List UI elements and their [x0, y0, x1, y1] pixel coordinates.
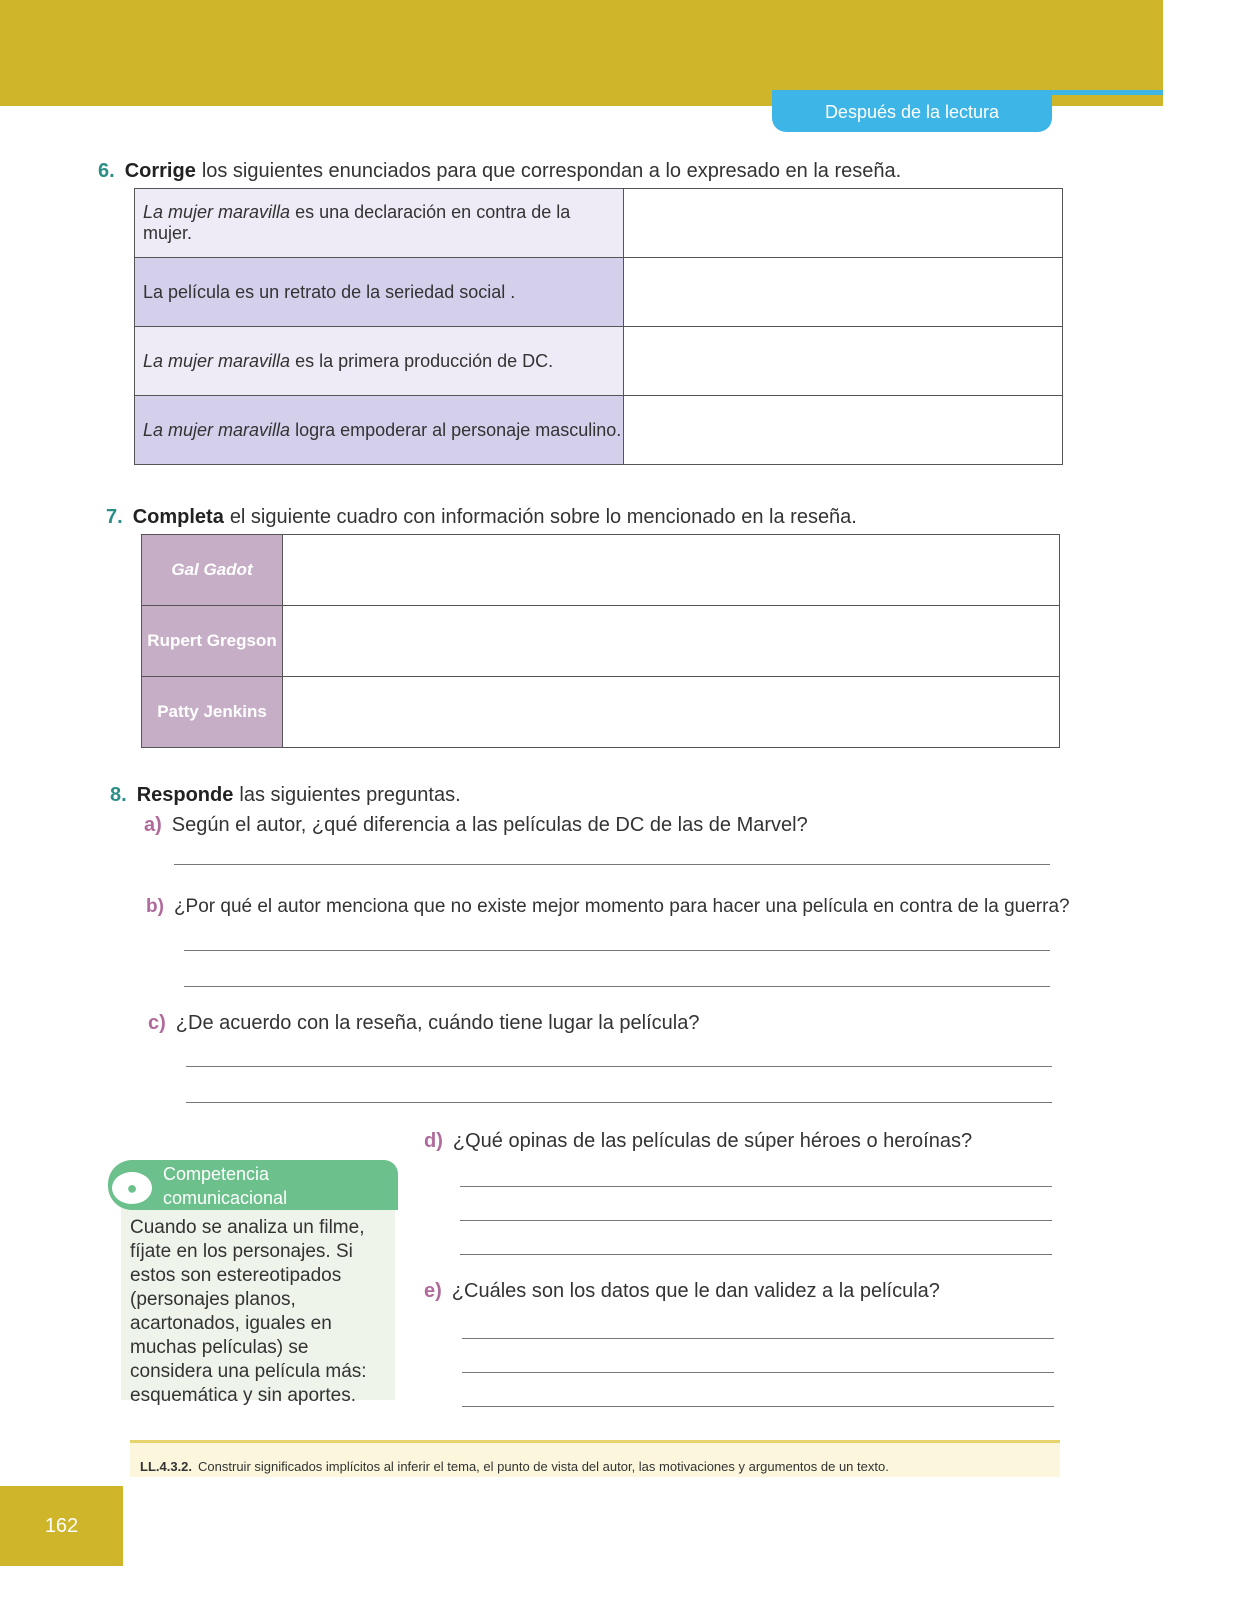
statement-text: logra empoderar al personaje masculino. — [290, 419, 622, 440]
skill-code: LL.4.3.2. — [140, 1459, 193, 1474]
statement-text: es la primera producción de DC. — [290, 350, 554, 371]
person-name-cell: Patty Jenkins — [142, 677, 283, 748]
competencia-body: Cuando se analiza un filme, fíjate en los personajes. Si estos son estereotipados (personajes planos, acartonados, iguales en muchas películas) se considera una película más: esquemática y sin aportes. — [130, 1217, 367, 1406]
answer-line[interactable] — [174, 864, 1050, 865]
person-name-cell: Gal Gadot — [142, 535, 283, 606]
people-table — [141, 534, 1060, 748]
answer-line[interactable] — [462, 1406, 1054, 1407]
statement-cell — [135, 258, 624, 327]
question-text: el siguiente cuadro con información sobre lo mencionado en la reseña. — [229, 506, 857, 528]
statement-text: es una declaración en contra de la mujer. — [143, 202, 571, 243]
subquestion-letter: c) — [148, 1012, 166, 1034]
question-6-heading — [98, 160, 901, 183]
person-name-cell: Rupert Gregson — [142, 606, 283, 677]
competencia-title-line2: comunicacional — [163, 1188, 288, 1208]
answer-cell[interactable] — [624, 327, 1063, 396]
table-row — [135, 327, 1063, 396]
footer-skill — [140, 1459, 889, 1474]
answer-cell[interactable] — [624, 258, 1063, 327]
question-number: 8. — [110, 784, 127, 806]
question-7-heading — [106, 506, 857, 529]
question-text: los siguientes enunciados para que correspondan a lo expresado en la reseña. — [201, 160, 902, 182]
subquestion-c — [148, 1012, 699, 1035]
answer-line[interactable] — [184, 950, 1050, 951]
table-row — [142, 606, 1060, 677]
answer-cell[interactable] — [624, 396, 1063, 465]
question-verb: Responde — [136, 784, 234, 806]
statement-cell — [135, 327, 624, 396]
statement-italic: La mujer maravilla — [143, 202, 291, 222]
competencia-title-line1: Competencia — [163, 1164, 270, 1184]
subquestion-text: ¿De acuerdo con la reseña, cuándo tiene lugar la película? — [175, 1012, 700, 1034]
statement-cell — [135, 189, 624, 258]
answer-cell[interactable] — [283, 677, 1060, 748]
question-verb: Completa — [132, 506, 224, 528]
question-text: las siguientes preguntas. — [239, 784, 461, 806]
answer-line[interactable] — [184, 986, 1050, 987]
question-verb: Corrige — [124, 160, 196, 182]
answer-line[interactable] — [186, 1066, 1052, 1067]
statement-cell — [135, 396, 624, 465]
subquestion-letter: d) — [424, 1130, 443, 1152]
section-tab: Después de la lectura — [772, 92, 1052, 132]
table-row — [142, 677, 1060, 748]
table-row — [135, 189, 1063, 258]
subquestion-letter: a) — [144, 814, 162, 836]
table-row — [135, 396, 1063, 465]
statement-text: La película es un retrato de la seriedad social . — [143, 281, 516, 302]
answer-line[interactable] — [460, 1220, 1052, 1221]
subquestion-letter: b) — [146, 896, 164, 917]
subquestion-text: ¿Cuáles son los datos que le dan validez a la película? — [451, 1280, 940, 1302]
subquestion-text: ¿Qué opinas de las películas de súper héroes o heroínas? — [452, 1130, 973, 1152]
answer-cell[interactable] — [624, 189, 1063, 258]
question-number: 6. — [98, 160, 115, 182]
question-8-heading — [110, 784, 461, 807]
answer-cell[interactable] — [283, 535, 1060, 606]
competencia-title — [163, 1162, 287, 1210]
statement-italic: La mujer maravilla — [143, 419, 291, 440]
table-row — [135, 258, 1063, 327]
skill-text: Construir significados implícitos al inferir el tema, el punto de vista del autor, las motivaciones y argumentos de un texto. — [198, 1459, 889, 1474]
subquestion-e — [424, 1280, 940, 1303]
subquestion-d — [424, 1130, 972, 1153]
statement-italic: La mujer maravilla — [143, 350, 291, 371]
subquestion-letter: e) — [424, 1280, 442, 1302]
answer-cell[interactable] — [283, 606, 1060, 677]
question-number: 7. — [106, 506, 123, 528]
table-row — [142, 535, 1060, 606]
subquestion-b — [146, 896, 1070, 918]
page-number: 162 — [0, 1486, 123, 1566]
subquestion-text: ¿Por qué el autor menciona que no existe mejor momento para hacer una película en contra de la guerra? — [173, 896, 1070, 917]
speech-bubble-icon: ● — [112, 1172, 152, 1204]
subquestion-text: Según el autor, ¿qué diferencia a las películas de DC de las de Marvel? — [171, 814, 808, 836]
subquestion-a — [144, 814, 808, 837]
correction-table — [134, 188, 1063, 465]
answer-line[interactable] — [460, 1254, 1052, 1255]
answer-line[interactable] — [460, 1186, 1052, 1187]
answer-line[interactable] — [462, 1372, 1054, 1373]
answer-line[interactable] — [186, 1102, 1052, 1103]
answer-line[interactable] — [462, 1338, 1054, 1339]
